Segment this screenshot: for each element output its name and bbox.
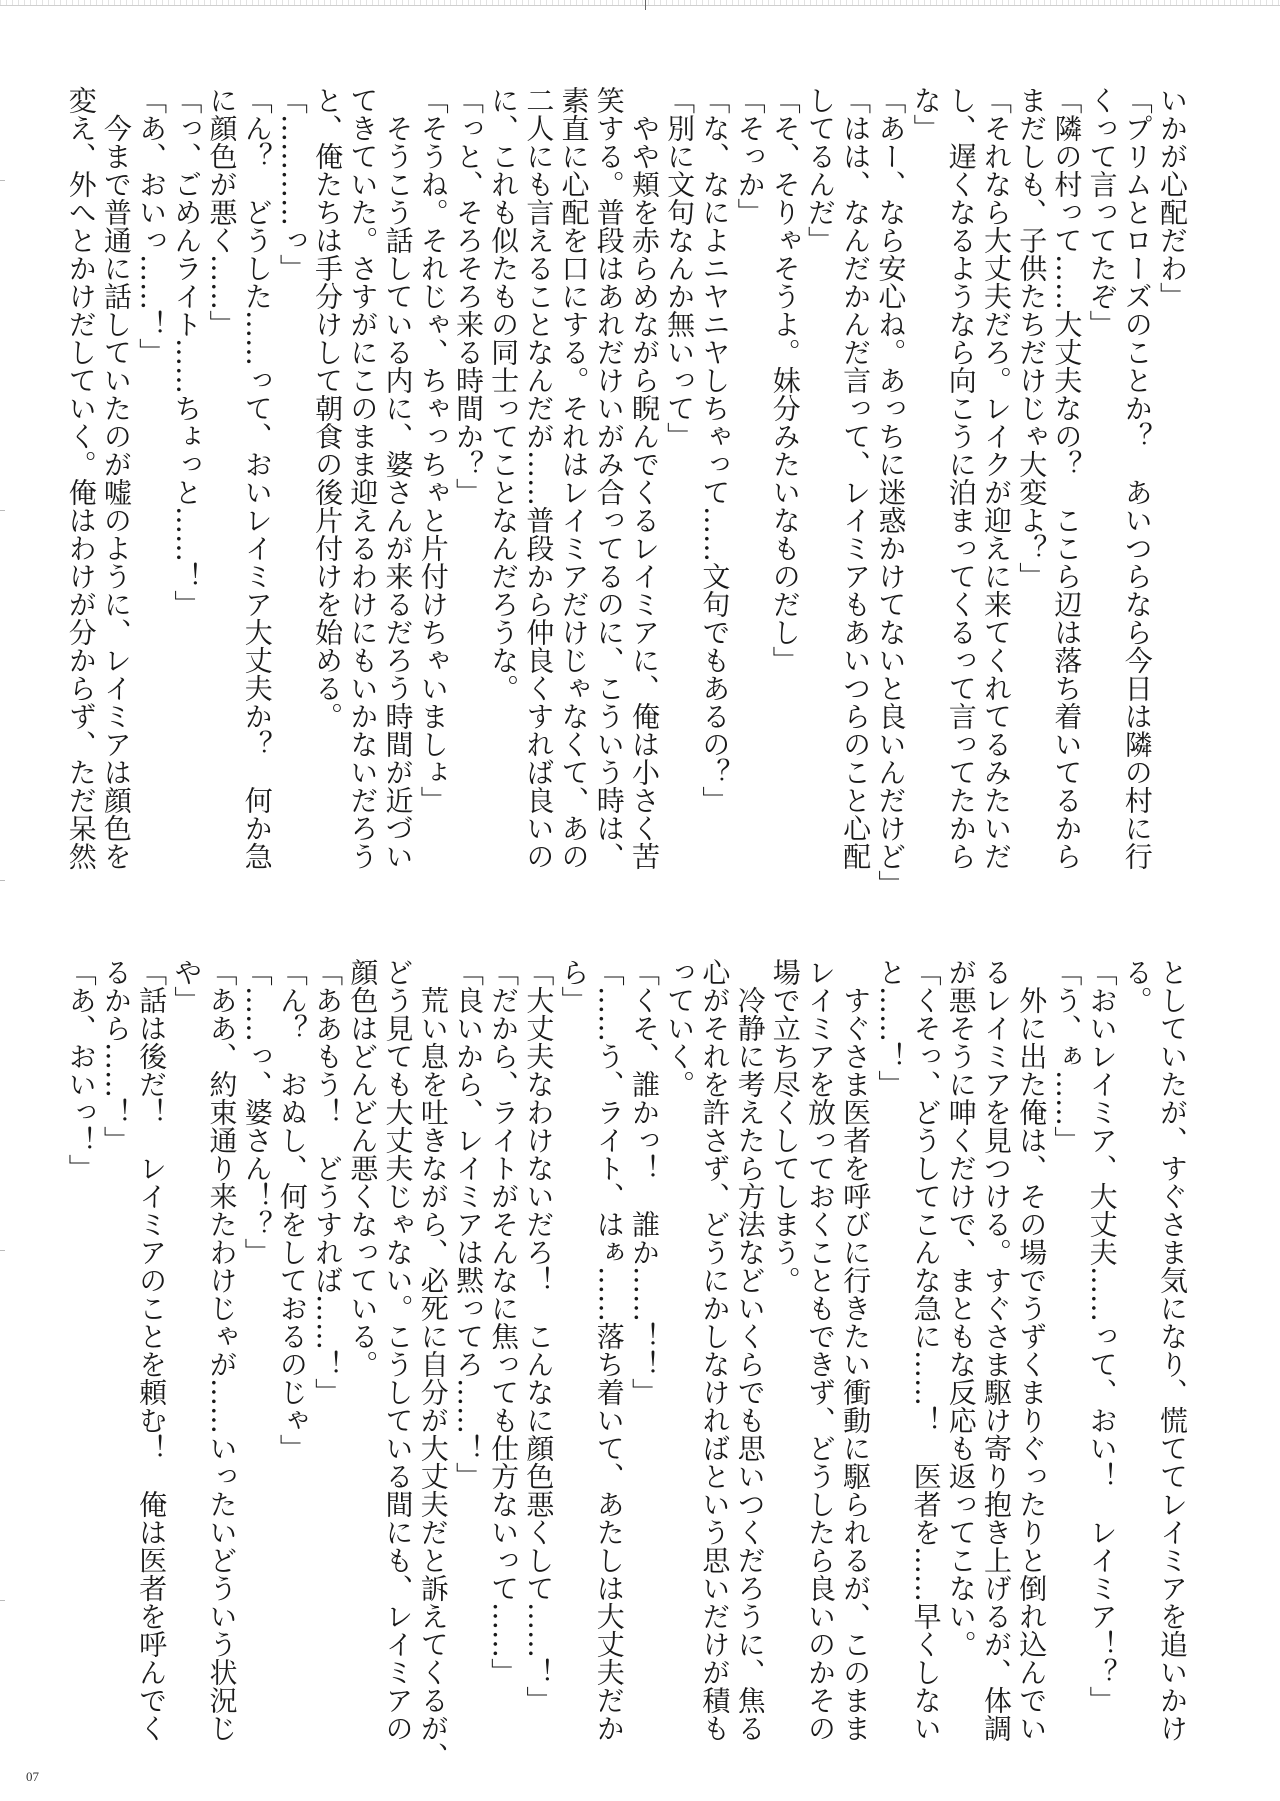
text-line: 冷静に考えたら方法などいくらでも思いつくだろうに、焦る: [733, 958, 767, 1742]
text-line: る。: [1120, 958, 1154, 1014]
text-line: と……！」: [874, 958, 908, 1098]
text-line: してるんだ」: [803, 86, 837, 254]
text-line: 「くそっ、どうしてこんな急に……！ 医者を……早くしない: [909, 958, 943, 1742]
text-line: 「ん？ おぬし、何をしておるのじゃ」: [275, 958, 309, 1462]
side-crop-mark: [0, 1250, 5, 1251]
side-crop-mark: [0, 510, 5, 511]
text-line: 「良いから、レイミアは黙ってろ……！」: [451, 958, 485, 1490]
text-line: 「ああもう！ どうすれば……！」: [311, 958, 345, 1406]
text-line: 外に出た俺は、その場でうずくまりぐったりと倒れ込んでい: [1015, 958, 1049, 1742]
text-line: 「プリムとローズのことか？ あいつらなら今日は隣の村に行: [1120, 86, 1154, 870]
bottom-text-block: [64, 958, 1191, 1770]
text-line: まだしも、子供たちだけじゃ大変よ？」: [1015, 86, 1049, 590]
page-number: 07: [26, 1769, 39, 1784]
text-line: ら」: [557, 958, 591, 1014]
text-line: 「あ、おいっ……！」: [135, 86, 169, 366]
text-line: 「な、なによニヤニヤしちゃって……文句でもあるの？」: [698, 86, 732, 814]
top-text-block: [64, 86, 1191, 898]
text-line: 「それなら大丈夫だろ。レイクが迎えに来てくれてるみたいだ: [979, 86, 1013, 870]
text-line: てきていた。さすがにこのまま迎えるわけにもいかないだろう: [346, 86, 380, 870]
text-line: や」: [170, 958, 204, 1014]
text-line: っていく。: [663, 958, 697, 1098]
text-line: 「っ、ごめんライト……ちょっと……！」: [170, 86, 204, 618]
text-line: 「…………っ」: [275, 86, 309, 282]
text-line: に顔色が悪く……」: [205, 86, 239, 338]
text-line: し、遅くなるようなら向こうに泊まってくるって言ってたから: [944, 86, 978, 870]
text-line: 場で立ち尽くしてしまう。: [768, 958, 802, 1294]
text-line: 「隣の村って……大丈夫なの？ ここら辺は落ち着いてるから: [1050, 86, 1084, 870]
side-crop-mark: [0, 180, 5, 181]
text-line: 笑する。普段はあれだけいがみ合ってるのに、こういう時は、: [592, 86, 626, 870]
text-line: 二人にも言えることなんだが……普段から仲良くすれば良いの: [522, 86, 556, 870]
text-line: 「……う、ライト、はぁ……落ち着いて、あたしは大丈夫だか: [592, 958, 626, 1742]
text-line: そうこう話している内に、婆さんが来るだろう時間が近づい: [381, 86, 415, 870]
text-line: 顔色はどんどん悪くなっている。: [346, 958, 380, 1378]
text-line: 「そ、そりゃそうよ。妹分みたいなものだし」: [768, 86, 802, 674]
text-line: が悪そうに呻くだけで、まともな反応も返ってこない。: [944, 958, 978, 1658]
text-line: 「くそ、誰かっ！ 誰か……！！」: [627, 958, 661, 1406]
text-line: 変え、外へとかけだしていく。俺はわけが分からず、ただ呆然: [64, 86, 98, 870]
text-line: るレイミアを見つける。すぐさま駆け寄り抱き上げるが、体調: [979, 958, 1013, 1742]
text-line: 「別に文句なんか無いって」: [663, 86, 697, 450]
text-line: 「っと、そろそろ来る時間か？」: [451, 86, 485, 506]
text-line: 「そうね。それじゃ、ちゃっちゃと片付けちゃいましょ」: [416, 86, 450, 814]
text-line: 「う、ぁ……」: [1050, 958, 1084, 1154]
text-line: どう見ても大丈夫じゃない。こうしている間にも、レイミアの: [381, 958, 415, 1742]
text-line: 「あー、なら安心ね。あっちに迷惑かけてないと良いんだけど」: [874, 86, 908, 898]
text-line: 今まで普通に話していたのが嘘のように、レイミアは顔色を: [99, 86, 133, 870]
text-line: 「話は後だ！ レイミアのことを頼む！ 俺は医者を呼んでく: [135, 958, 169, 1742]
text-line: に、これも似たもの同士ってことなんだろうな。: [487, 86, 521, 702]
text-line: 「ああ、約束通り来たわけじゃが……いったいどういう状況じ: [205, 958, 239, 1742]
text-line: 「ん？ どうした……って、おいレイミア大丈夫か？ 何か急: [240, 86, 274, 870]
text-line: な」: [909, 86, 943, 142]
text-line: と、俺たちは手分けして朝食の後片付けを始める。: [311, 86, 345, 730]
text-line: レイミアを放っておくこともできず、どうしたら良いのかその: [803, 958, 837, 1742]
text-line: 荒い息を吐きながら、必死に自分が大丈夫だと訴えてくるが、: [416, 958, 450, 1770]
text-line: るから……！」: [99, 958, 133, 1154]
center-crop-mark: [645, 0, 646, 10]
text-line: すぐさま医者を呼びに行きたい衝動に駆られるが、このまま: [839, 958, 873, 1742]
side-crop-mark: [0, 880, 5, 881]
text-line: 「大丈夫なわけないだろ！ こんなに顔色悪くして……！」: [522, 958, 556, 1714]
text-line: 「……っ、婆さん！？」: [240, 958, 274, 1266]
text-line: 「そっか」: [733, 86, 767, 226]
text-line: としていたが、すぐさま気になり、慌ててレイミアを追いかけ: [1156, 958, 1189, 1742]
text-line: やや頬を赤らめながら睨んでくるレイミアに、俺は小さく苦: [627, 86, 661, 870]
side-crop-mark: [0, 1600, 5, 1601]
text-line: 「おいレイミア、大丈夫……って、おい！ レイミア！？」: [1085, 958, 1119, 1714]
text-line: 「だから、ライトがそんなに焦っても仕方ないって……」: [487, 958, 521, 1686]
top-ruler: [0, 0, 1280, 6]
text-line: くって言ってたぞ」: [1085, 86, 1119, 338]
text-line: 心がそれを許さず、どうにかしなければという思いだけが積も: [698, 958, 732, 1742]
text-line: 素直に心配を口にする。それはレイミアだけじゃなくて、あの: [557, 86, 591, 870]
text-line: 「あ、おいっ！」: [64, 958, 98, 1182]
text-line: いかが心配だわ」: [1156, 86, 1189, 310]
text-line: 「はは、なんだかんだ言って、レイミアもあいつらのこと心配: [839, 86, 873, 870]
